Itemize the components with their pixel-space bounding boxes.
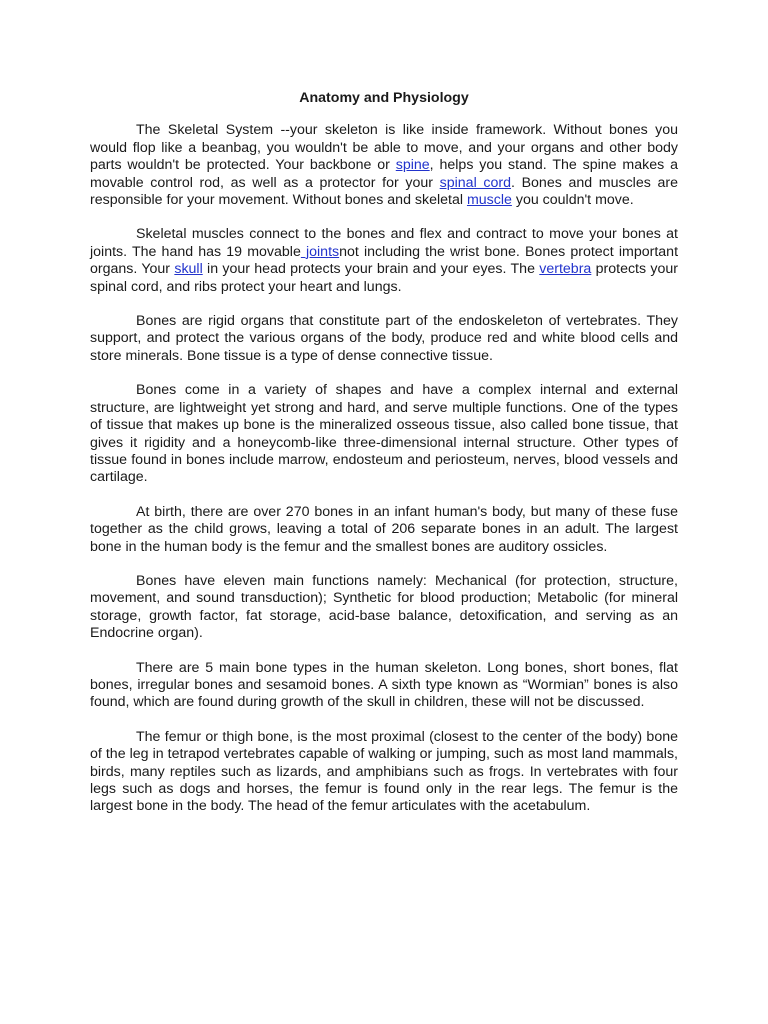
link-spinal-cord[interactable]: spinal cord [439,174,511,191]
paragraph-bones-at-birth: At birth, there are over 270 bones in an infant human's body, but many of these fuse together as the child grows, leaving a total of 206 separate bones in an adult. The largest bone in the human body is the femur and the smallest bones are auditory ossicles. [90,503,678,555]
link-spine[interactable]: spine [395,157,430,174]
link-muscle[interactable]: muscle [466,192,512,209]
link-joints[interactable]: joints [300,243,340,260]
paragraph-femur: The femur or thigh bone, is the most proximal (closest to the center of the body) bone of the leg in tetrapod vertebrates capable of walking or jumping, such as most land mammals, birds, many reptiles such as lizards, and amphibians such as frogs. In vertebrates with four legs such as dogs and horses, the femur is found only in the rear legs. The femur is the largest bone in the body. The head of the femur articulates with the acetabulum. [90,728,678,815]
text-run: not including the wrist bone. Bones protect important organs. Your [90,243,679,278]
document-title: Anatomy and Physiology [299,90,469,106]
text-run: . Bones and muscles are responsible for your movement. Without bones and skeletal [90,174,678,209]
text-run: you couldn't move. [511,192,634,209]
paragraph-skeletal-muscles [90,226,678,296]
text-run: The Skeletal System --your skeleton is like inside framework. Without bones you would flop like a beanbag, you wouldn't be able to move, and your organs and other body parts wouldn't be protected. Your backbone or [90,122,678,174]
text-run: protects your spinal cord, and ribs protect your heart and lungs. [90,261,678,295]
paragraph-bones-organs: Bones are rigid organs that constitute part of the endoskeleton of vertebrates. They support, and protect the various organs of the body, produce red and white blood cells and store minerals. Bone tissue is a type of dense connective tissue. [90,313,678,364]
link-vertebra[interactable]: vertebra [539,261,592,278]
paragraph-bone-types: There are 5 main bone types in the human skeleton. Long bones, short bones, flat bones, irregular bones and sesamoid bones. A sixth type known as “Wormian” bones is also found, which are found during growth of the skull in children, these will not be discussed. [90,659,678,711]
text-run: Skeletal muscles connect to the bones and flex and contract to move your bones at joints. The hand has 19 movable [90,226,678,260]
document-page [90,90,678,833]
paragraph-bone-shapes: Bones come in a variety of shapes and have a complex internal and external structure, are lightweight yet strong and hard, and serve multiple functions. One of the types of tissue that makes up bone is the mineralized osseous tissue, also called bone tissue, that gives it rigidity and a honeycomb-like three-dimensional internal structure. Other types of tissue found in bones include marrow, endosteum and periosteum, nerves, blood vessels and cartilage. [90,382,678,486]
text-run: , helps you stand. The spine makes a movable control rod, as well as a protector for your [90,157,678,191]
link-skull[interactable]: skull [174,261,203,278]
paragraph-bone-functions: Bones have eleven main functions namely: Mechanical (for protection, structure, movement, and sound transduction); Synthetic for blood production; Metabolic (for mineral storage, growth factor, fat storage, acid-base balance, detoxification, and serving as an Endocrine organ). [90,572,678,642]
text-run: in your head protects your brain and your eyes. The [202,261,540,278]
paragraph-skeletal-system [90,122,678,209]
